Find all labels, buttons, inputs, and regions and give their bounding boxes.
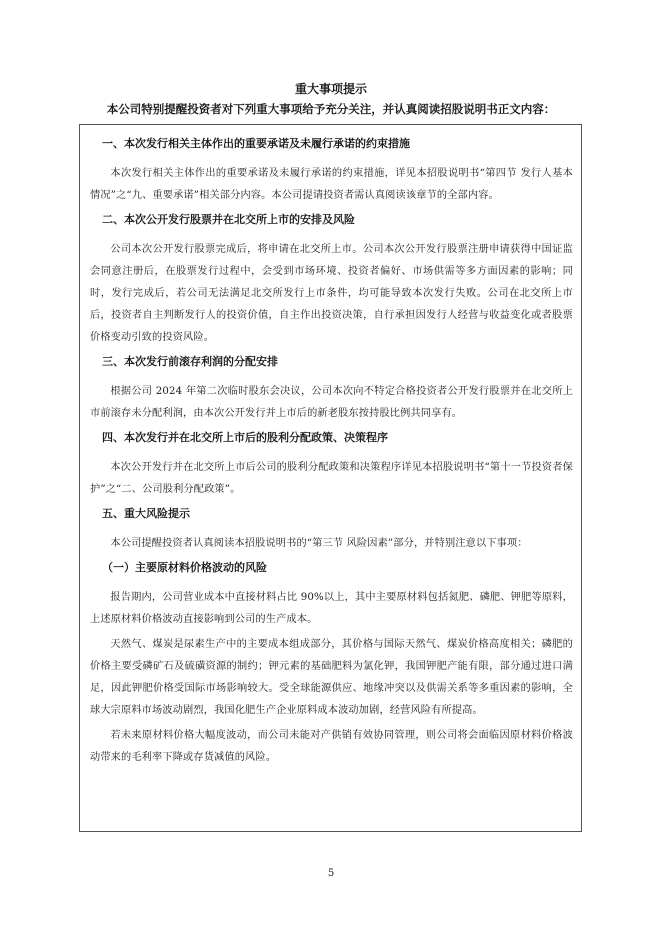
notice-box [79, 124, 582, 832]
paragraph: 本公司提醒投资者认真阅读本招股说明书的“第三节 风险因素”部分，并特别注意以下事项： [110, 538, 528, 549]
section-heading: 四、本次发行并在北交所上市后的股利分配政策、决策程序 [102, 431, 388, 444]
paragraph: 本次发行相关主体作出的重要承诺及未履行承诺的约束措施，详见本招股说明书“第四节 发行人基本情况”之“九、重要承诺”相关部分内容。本公司提请投资者需认真阅读该章节的全部内容。 [90, 168, 573, 201]
page-title: 重大事项提示 [294, 82, 367, 96]
paragraph: 若未来原材料价格大幅度波动，而公司未能对产供销有效协同管理，则公司将会面临因原材料价格波动带来的毛利率下降或存货减值的风险。 [90, 730, 573, 763]
subsection-heading: （一）主要原材料价格波动的风险 [102, 561, 267, 574]
paragraph: 报告期内，公司营业成本中直接材料占比 90%以上，其中主要原材料包括氮肥、磷肥、钾肥等原料，上述原材料价格波动直接影响到公司的生产成本。 [90, 592, 573, 625]
page-number: 5 [327, 868, 335, 879]
paragraph: 天然气、煤炭是尿素生产中的主要成本组成部分，其价格与国际天然气、煤炭价格高度相关；磷肥的价格主要受磷矿石及硫磺资源的制约；钾元素的基础肥料为氯化钾，我国钾肥产能有限，部分通过进口满足，因此钾肥价格受国际市场影响较大。受全球能源供应、地缘冲突以及供需关系等多重因素的影响，全球大宗原料市场波动剧烈，我国化肥生产企业原料成本波动加剧，经营风险有所提高。 [90, 639, 573, 716]
paragraph: 公司本次公开发行股票完成后，将申请在北交所上市。公司本次公开发行股票注册申请获得中国证监会同意注册后，在股票发行过程中，会受到市场环境、投资者偏好、市场供需等多方面因素的影响；同时，发行完成后，若公司无法满足北交所发行上市条件，均可能导致本次发行失败。公司在北交所上市后，投资者自主判断发行人的投资价值，自主作出投资决策，自行承担因发行人经营与收益变化或者股票价格变动引致的投资风险。 [90, 244, 573, 343]
paragraph: 根据公司 2024 年第二次临时股东会决议，公司本次向不特定合格投资者公开发行股票并在北交所上市前滚存未分配利润，由本次公开发行并上市后的新老股东按持股比例共同享有。 [90, 386, 573, 419]
section-heading: 五、重大风险提示 [102, 507, 190, 520]
section-heading: 三、本次发行前滚存利润的分配安排 [102, 355, 278, 368]
paragraph: 本次公开发行并在北交所上市后公司的股利分配政策和决策程序详见本招股说明书“第十一节投资者保护”之“二、公司股利分配政策”。 [90, 462, 573, 495]
page-subtitle: 本公司特别提醒投资者对下列重大事项给予充分关注，并认真阅读招股说明书正文内容： [106, 102, 556, 116]
section-heading: 二、本次公开发行股票并在北交所上市的安排及风险 [102, 213, 355, 226]
section-heading: 一、本次发行相关主体作出的重要承诺及未履行承诺的约束措施 [102, 137, 410, 150]
